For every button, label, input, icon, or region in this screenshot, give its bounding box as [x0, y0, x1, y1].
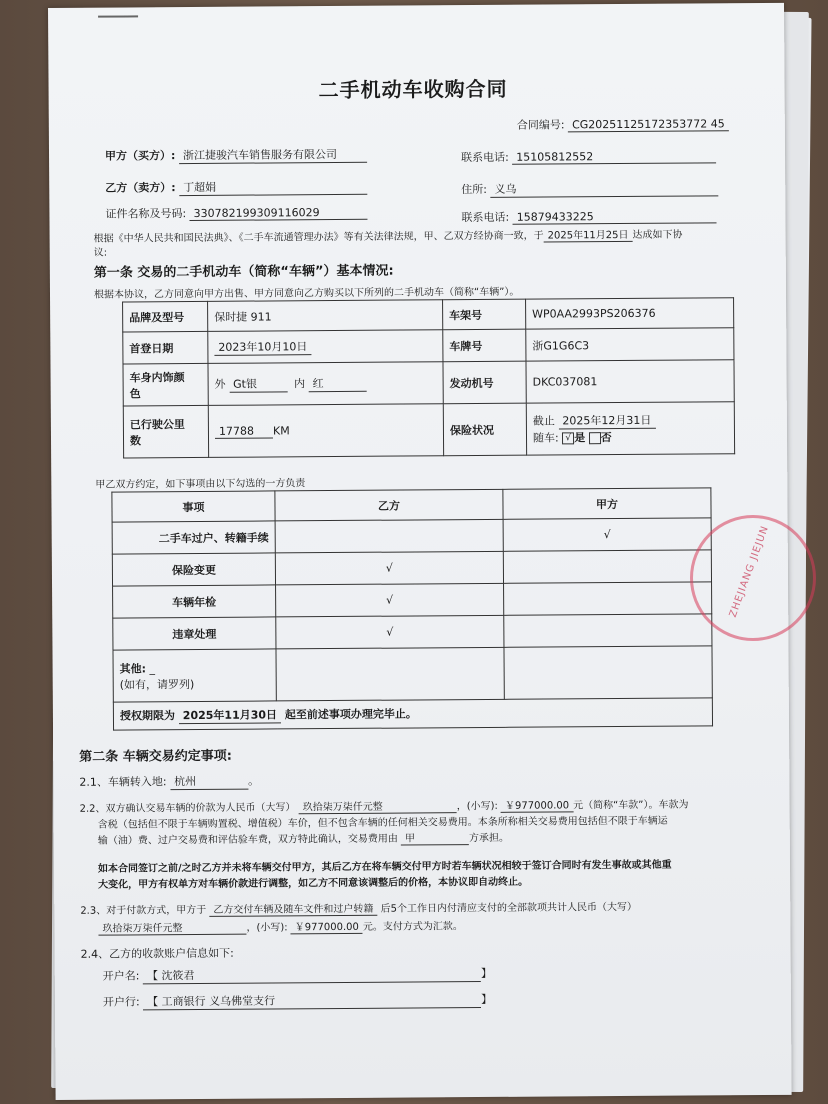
- duty-header-b: 乙方: [275, 489, 503, 521]
- duty-a-mark: √: [503, 518, 711, 551]
- other-a: [504, 646, 712, 699]
- address-label: 住所:: [461, 182, 488, 197]
- duty-b-mark: [275, 519, 503, 553]
- brand-label: 品牌及型号: [123, 301, 208, 332]
- clause-2-3-line1: [80, 898, 637, 918]
- duty-intro: 甲乙双方约定，如下事项由以下勾选的一方负责: [95, 478, 306, 491]
- outer-prefix: 外: [214, 377, 226, 391]
- clause-2-2-line2: 含税（包括但不限于车辆购置税、增值税）车价，但不包含车辆的任何相关交易费用。本条所称相关交易费用包括但不限于车辆运: [97, 815, 668, 831]
- acct-name: 【 沈筱君: [143, 965, 481, 984]
- duty-item: 保险变更: [112, 553, 275, 586]
- insurance-label: 保险状况: [443, 403, 526, 456]
- phone-label-a: 联系电话:: [461, 150, 509, 165]
- c23-cond: 乙方交付车辆及随车文件和过户转籍: [209, 900, 377, 917]
- duty-a-mark: [504, 582, 712, 615]
- inner-color: 红: [309, 375, 367, 392]
- auth-prefix: 授权期限为: [119, 709, 175, 723]
- c23-rest: 后5个工作日内付清应支付的全部款项共计人民币（大写）: [380, 901, 637, 915]
- party-a-phone: 15105812552: [512, 149, 716, 164]
- party-b-name: 丁超娟: [179, 178, 367, 196]
- duty-header-item: 事项: [112, 491, 275, 522]
- auth-suffix: 起至前述事项办理完毕止。: [284, 707, 417, 722]
- preamble-line2: 议:: [93, 247, 108, 259]
- duty-row: [112, 550, 711, 586]
- duty-item: 二手车过户、转籍手续: [112, 521, 275, 554]
- clause-2-2-line3: [98, 829, 509, 848]
- vehicle-row-color: [123, 360, 734, 406]
- party-b-label: 乙方（卖方）:: [105, 181, 176, 195]
- c22-small-label: ，(小写):: [456, 800, 498, 813]
- preamble-date: 2025年11月25日: [544, 226, 633, 243]
- reg-date-value: 2023年10月10日: [214, 338, 311, 356]
- mileage-cell: [208, 404, 443, 458]
- brand-value: 保时捷 911: [208, 300, 443, 332]
- c22-small: ￥977000.00: [501, 796, 573, 813]
- with-car-label: 随车:: [532, 431, 559, 445]
- party-a-name: 浙江捷骏汽车销售服务有限公司: [179, 146, 367, 164]
- mileage-unit: KM: [272, 423, 290, 437]
- insurance-until: 2025年12月31日: [558, 412, 655, 430]
- party-a-label: 甲方（买方）:: [104, 149, 176, 163]
- acct-bank: 【 工商银行 义乌佛堂支行: [143, 991, 481, 1010]
- duty-other-row: [113, 646, 712, 702]
- acct-name-close: 】: [480, 966, 493, 981]
- article1-intro: 根据本协议，乙方同意向甲方出售、甲方同意向乙方购买以下所列的二手机动车（简称“车辆”）。: [93, 286, 520, 301]
- contract-no: CG20251125172353772 45: [568, 117, 729, 132]
- c22-upper: 玖拾柒万柒仟元整: [299, 797, 457, 814]
- c21-end: 。: [248, 774, 260, 788]
- reg-date-cell: [208, 330, 443, 364]
- article2-title: 第二条 车辆交易约定事项:: [79, 748, 233, 765]
- c22-label: 2.2、双方确认交易车辆的价款为人民币（大写）: [79, 802, 296, 815]
- mileage-label-1: 已行驶公里: [129, 417, 185, 431]
- duty-header-row: [112, 488, 711, 522]
- no-label: 否: [600, 431, 612, 445]
- clause-2-1: [79, 773, 259, 791]
- duty-row: [113, 614, 712, 650]
- party-a-row: [105, 146, 367, 165]
- duty-a-mark: [503, 550, 711, 583]
- duty-header-a: 甲方: [503, 488, 711, 519]
- other-label: 其他:: [119, 661, 147, 676]
- plate-value: 浙G1G6C3: [526, 328, 734, 361]
- auth-row: [113, 698, 712, 730]
- c23-small: ￥977000.00: [291, 918, 363, 935]
- yes-checkbox: √: [562, 432, 574, 444]
- color-label-1: 车身内饰颜: [129, 370, 185, 384]
- yes-label: 是: [574, 431, 586, 445]
- address-value: 义乌: [490, 179, 718, 198]
- engine-value: DKC037081: [526, 360, 734, 403]
- acct-bank-label: 开户行:: [102, 995, 140, 1009]
- duty-row: [112, 518, 711, 554]
- c24-label: 2.4、乙方的收款账户信息如下:: [80, 946, 234, 961]
- contract-title: 二手机动车收购合同: [318, 76, 508, 103]
- top-mark: [98, 15, 138, 17]
- seal-text: ZHEJIANG JIEJUN: [727, 524, 772, 619]
- reg-date-label: 首登日期: [123, 331, 208, 364]
- duty-item: 违章处理: [113, 617, 276, 650]
- plate-label: 车牌号: [443, 329, 526, 362]
- preamble-line1: [94, 226, 683, 246]
- duty-table: [111, 487, 713, 730]
- bold-paragraph-2: 大变化，甲方有权单方对车辆价款进行调整，如乙方不同意该调整后的价格，本协议即自动终止。: [98, 876, 529, 891]
- insurance-cell: [526, 402, 734, 455]
- auth-cell: [113, 698, 712, 730]
- color-label: [123, 363, 208, 406]
- preamble-text: 根据《中华人民共和国民法典》、《二手车流通管理办法》等有关法律法规，甲、乙双方经协商一致，于: [93, 230, 544, 245]
- color-label-2: 色: [129, 386, 141, 400]
- bold-paragraph-1: 如本合同签订之前/之时乙方并未将车辆交付甲方，其后乙方在将车辆交付甲方时若车辆状况相较于签订合同时有发生事故或其他重: [97, 859, 672, 875]
- duty-b-mark: √: [276, 615, 504, 649]
- vin-label: 车架号: [443, 299, 526, 330]
- party-b-phone: 15879433225: [513, 209, 717, 224]
- account-name-row: [103, 965, 492, 985]
- mileage-label: [123, 405, 208, 458]
- other-blank: _: [149, 661, 156, 675]
- acct-name-label: 开户名:: [102, 969, 140, 983]
- no-checkbox: [589, 432, 601, 444]
- contract-no-row: [517, 115, 729, 132]
- duty-other-cell: [113, 649, 276, 702]
- preamble-end: 达成如下协: [632, 229, 683, 241]
- insurance-prefix: 截止: [532, 414, 555, 428]
- auth-date: 2025年11月30日: [179, 706, 281, 724]
- other-note: (如有，请罗列): [119, 677, 195, 692]
- other-b: [276, 647, 504, 701]
- c22-line3a: 输（油）费、过户交易费和评估验车费，双方特此确认，交易费用由: [97, 833, 398, 847]
- c22-line3b: 方承担。: [468, 832, 510, 845]
- vehicle-row-brand: [123, 298, 734, 332]
- c22-rest: 元（简称“车款”）。车款为: [573, 799, 689, 812]
- color-cell: [208, 362, 443, 406]
- mileage-value: 17788: [215, 424, 273, 438]
- id-row: [105, 204, 367, 222]
- id-number: 330782199309116029: [190, 206, 368, 221]
- id-label: 证件名称及号码:: [105, 207, 187, 221]
- vehicle-row-date: [123, 328, 734, 364]
- phone-label-b: 联系电话:: [461, 210, 510, 225]
- duty-a-mark: [504, 614, 712, 647]
- c21-label: 2.1、车辆转入地:: [79, 775, 167, 789]
- address-row: [461, 179, 718, 198]
- party-a-phone-row: [461, 147, 716, 165]
- company-seal: [690, 515, 816, 641]
- duty-item: 车辆年检: [113, 585, 276, 618]
- party-b-row: [105, 178, 367, 197]
- clause-2-3-line2: [98, 917, 463, 936]
- inner-prefix: 内: [294, 377, 306, 391]
- vehicle-row-mileage: [123, 402, 734, 458]
- duty-b-mark: √: [276, 583, 504, 617]
- vin-value: WP0AA2993PS206376: [526, 298, 734, 329]
- duty-b-mark: √: [275, 551, 503, 585]
- mileage-label-2: 数: [129, 433, 142, 447]
- duty-row: [113, 582, 712, 618]
- engine-label: 发动机号: [443, 361, 526, 404]
- contract-no-label: 合同编号:: [516, 118, 565, 132]
- c23-upper: 玖拾柒万柒仟元整: [98, 919, 246, 936]
- c22-payer: 甲: [401, 829, 469, 845]
- account-bank-row: [103, 991, 492, 1011]
- article1-title: 第一条 交易的二手机动车（简称“车辆”）基本情况:: [93, 263, 394, 281]
- c23-end: 元。支付方式为汇款。: [362, 921, 463, 933]
- vehicle-table: [122, 297, 735, 458]
- c21-value: 杭州: [170, 773, 248, 791]
- party-b-phone-row: [461, 207, 716, 225]
- acct-bank-close: 】: [481, 992, 493, 1007]
- c23-label: 2.3、对于付款方式，甲方于: [80, 904, 207, 917]
- outer-color: Gt银: [229, 375, 287, 392]
- c23-small-label: ，(小写):: [246, 922, 288, 934]
- contract-page: [48, 3, 792, 1100]
